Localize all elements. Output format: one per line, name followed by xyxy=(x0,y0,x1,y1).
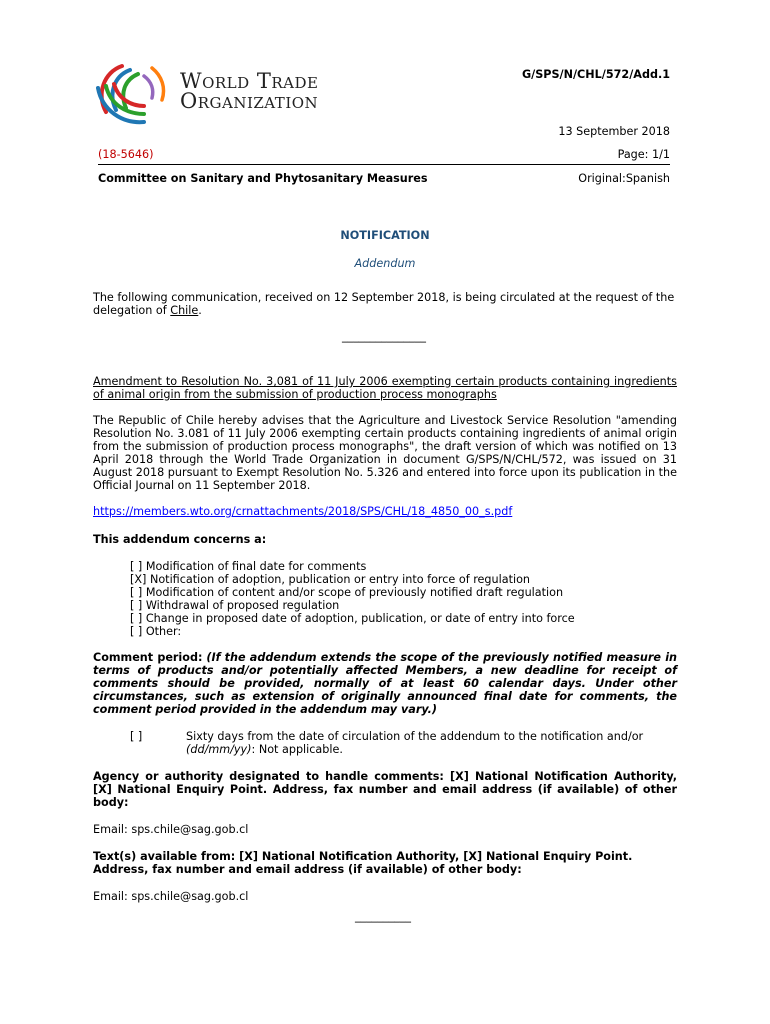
document-symbol: G/SPS/N/CHL/572/Add.1 xyxy=(521,68,670,81)
org-name-line2: Organization xyxy=(180,89,319,113)
concerns-list xyxy=(130,560,575,638)
header-rule xyxy=(98,164,670,165)
committee-name: Committee on Sanitary and Phytosanitary Measures xyxy=(98,172,428,185)
sixty-days-checkbox: [ ] xyxy=(130,730,143,743)
concern-text: Notification of adoption, publication or entry into force of regulation xyxy=(149,573,531,586)
date-format: (dd/mm/yy) xyxy=(186,743,252,756)
attachment-link[interactable]: https://members.wto.org/crnattachments/2018/SPS/CHL/18_4850_00_s.pdf xyxy=(93,505,513,518)
concern-text: Modification of content and/or scope of previously notified draft regulation xyxy=(145,586,564,599)
checkbox: [ ] xyxy=(130,612,143,625)
end-rule: __________ xyxy=(355,910,411,923)
concern-item xyxy=(130,573,575,586)
sixty-days-text xyxy=(186,730,676,756)
comment-period-label: Comment period: xyxy=(93,651,203,664)
wto-emblem-icon xyxy=(92,58,182,130)
texts-available-paragraph: Text(s) available from: [X] National Notification Authority, [X] National Enquiry Point. Address, fax number and email address (if available) of other body: xyxy=(93,850,633,876)
measure-heading: Amendment to Resolution No. 3,081 of 11 July 2006 exempting certain products containing ingredients of animal origin from the submission of production process monographs xyxy=(93,375,677,401)
intro-prefix: The following communication, received on 12 September 2018, is being circulated at the request of the delegation of xyxy=(93,291,675,317)
concern-item xyxy=(130,599,575,612)
concern-text: Modification of final date for comments xyxy=(145,560,367,573)
email-contact-2: Email: sps.chile@sag.gob.cl xyxy=(93,890,249,903)
concern-text: Withdrawal of proposed regulation xyxy=(145,599,340,612)
comment-period xyxy=(93,651,677,716)
concern-item xyxy=(130,612,575,625)
document-date: 13 September 2018 xyxy=(558,125,670,138)
intro-country: Chile xyxy=(170,304,199,317)
document-subtitle: Addendum xyxy=(354,257,416,270)
comment-period-text: (If the addendum extends the scope of the previously notified measure in terms of products and/or potentially affected Members, a new deadline for receipt of comments should be provided, normally of at least 60 calendar days. Under other circumstances, such as extension of originally announced final date for comments, the comment period provided in the addendum may vary.) xyxy=(93,651,677,716)
agency-paragraph: Agency or authority designated to handle comments: [X] National Notification Authority, [X] National Enquiry Point. Address, fax number and email address (if available) of other body: xyxy=(93,770,677,809)
page-number: Page: 1/1 xyxy=(617,148,670,161)
email-contact-1: Email: sps.chile@sag.gob.cl xyxy=(93,823,249,836)
intro-suffix: . xyxy=(198,304,202,317)
document-title: NOTIFICATION xyxy=(340,229,430,242)
concern-text: Change in proposed date of adoption, publication, or date of entry into force xyxy=(145,612,575,625)
not-applicable: : Not applicable. xyxy=(251,743,343,756)
checkbox-checked: [X] xyxy=(130,573,147,586)
org-name-line1: World Trade xyxy=(180,69,319,93)
concern-text: Other: xyxy=(145,625,182,638)
sixty-days-line2 xyxy=(186,743,676,756)
intro-paragraph xyxy=(93,291,677,317)
sixty-days-line1: Sixty days from the date of circulation of the addendum to the notification and/or xyxy=(186,730,644,743)
concerns-label: This addendum concerns a: xyxy=(93,533,267,546)
checkbox: [ ] xyxy=(130,560,143,573)
separator-line: _______________ xyxy=(342,330,426,343)
concern-item xyxy=(130,560,575,573)
concern-item xyxy=(130,625,575,638)
checkbox: [ ] xyxy=(130,586,143,599)
document-number: (18-5646) xyxy=(98,148,154,161)
org-name xyxy=(180,71,318,111)
checkbox: [ ] xyxy=(130,625,143,638)
body-paragraph: The Republic of Chile hereby advises that the Agriculture and Livestock Service Resolution "amending Resolution No. 3.081 of 11 July 2006 exempting certain products containing ingredients of animal origin from the submission of production process monographs", the draft version of which was notified on 13 April 2018 through the World Trade Organization in document G/SPS/N/CHL/572, was issued on 31 August 2018 pursuant to Exempt Resolution No. 5.326 and entered into force upon its publication in the Official Journal on 11 September 2018. xyxy=(93,414,677,492)
checkbox: [ ] xyxy=(130,599,143,612)
wto-logo xyxy=(92,58,342,130)
concern-item xyxy=(130,586,575,599)
original-language: Original:Spanish xyxy=(578,172,670,185)
